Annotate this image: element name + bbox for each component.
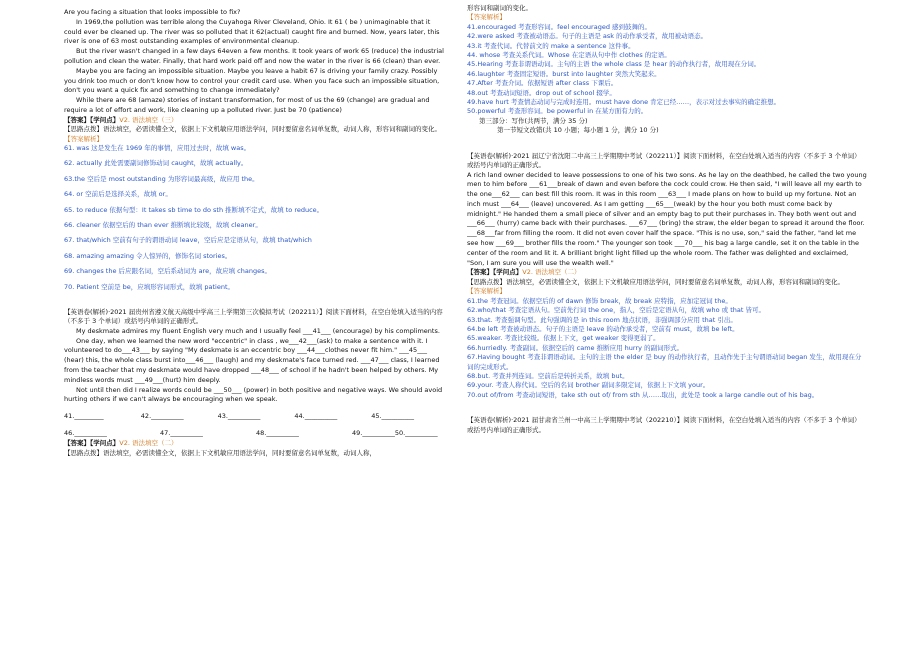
source-2: 【英语卷(解析)·2021 届贵州省遵义航天高级中学高三上学期第三次模拟考试（202211）】阅读下面材料，在空白处填入适当的内容（不多于 3 个单词）或括号内单词的正确形式。 <box>64 308 443 326</box>
answer-item: 46.laughter 考查固定短语。burst into laughter 突然大笑起来。 <box>467 69 661 78</box>
answer-item: 66. cleaner 依据空后的 than ever 推断填比较级，故填 cleaner。 <box>64 221 262 230</box>
answer-list-1 <box>64 144 448 292</box>
blank: 41._________ <box>64 412 104 421</box>
passage1-intro: Are you facing a situation that looks impossible to fix? <box>64 8 241 16</box>
answer-item: 64.be left 考查被动语态。句子的主语是 leave 的动作承受者，空前有 must，故填 be left。 <box>467 324 739 333</box>
answer-tag: 【答案】【学问点】 <box>64 115 120 124</box>
answer-item: 68. amazing amazing 令人惊异的，修饰名词 stories。 <box>64 251 232 260</box>
passage2-para1: My deskmate admires my fluent English very much and I usually feel ___41___ (encourage) by his compliments. <box>76 326 440 335</box>
answer-item: 65. to reduce 依据句型：It takes sb time to do sth 推断填不定式，故填 to reduce。 <box>64 205 324 214</box>
right-column <box>467 0 867 651</box>
passage1-para3: Maybe you are facing an impossible situation. Maybe you leave a habit 67 is driving your family crazy. Possibly you drink too much or don't know how to control your credit card use. When you face such an impossible situation, don't you want a quick fix and something to change immediately? <box>64 66 440 95</box>
answer-item: 67.Having bought 考查非谓语动词。主句的主语 the elder 是 buy 的动作执行者，且动作先于主句谓语动词 began 发生，故用现在分词的完成形式。 <box>467 353 862 371</box>
answer-header-1 <box>64 116 448 125</box>
answer-header-3 <box>467 268 867 277</box>
explain-label-3: 【答案解析】 <box>467 287 506 296</box>
answer-item: 62.who/that 考查定语从句。空前先行词 the one，指人，空后是定语从句，故填 who 或 that 皆可。 <box>467 306 765 315</box>
blank: 44.__________ <box>294 412 338 421</box>
answer-item: 48.out 考查动词短语。drop out of school 辍学。 <box>467 88 616 97</box>
answer-item: 41.encouraged 考查形容词。feel encouraged 感到鼓舞的。 <box>467 22 652 31</box>
blank: 42.__________ <box>140 412 184 421</box>
passage2-para2: One day, when we learned the new word "eccentric" in class , we___42___(ask) to make a sentence with it. I volunteered to do___43___ by saying "My deskmate is an eccentric boy ___44___clothes never fit him." ___45___ (hear) this, the whole class burst into___46___ (laugh) and my deskmate's face turned red. ___47___ class, I learned from the teacher that my deskmate would have dropped ___48___ of school if he hadn't been helped by others. My mindless words must ___49___(hurt) him deeply. <box>64 336 440 384</box>
topic-label: V2. 语法填空（二） <box>522 268 581 277</box>
answer-item: 70. Patient 空前是 be，应填形容词形式，故填 patient。 <box>64 282 234 291</box>
answer-item: 49.have hurt 考查情态动词与完成时连用。must have done 肯定已经……，表示对过去事实的确定推想。 <box>467 98 781 107</box>
passage1-para2: But the river wasn't changed in a few days 64even a few months. It took years of work 65 (reduce) the industrial pollution and clean the water. Finally, that hard work paid off and now the water in the river is 66 (clean) than ever. <box>64 47 444 65</box>
answer-item: 42.were asked 考查被动语态。句子的主语是 ask 的动作承受者，故用被动语态。 <box>467 32 708 41</box>
answer-item: 50.powerful 考查形容词。be powerful in 在某方面有力的。 <box>467 107 648 116</box>
blank: 47.__________ <box>160 429 203 438</box>
answer-item: 63.the 空后是 most outstanding 为形容词最高级，故应用 the。 <box>64 174 259 183</box>
part3-title: 第三部分：写作(共两节，满分 35 分) <box>479 116 588 125</box>
tips-2: 【思路点拨】语法填空，必需读懂全文，依据上下文机敏应用语法学问，同时要留意名词单复数，动词人称， <box>64 448 376 457</box>
blank: 46.__________ <box>64 429 107 438</box>
answer-item: 43.it 考查代词。代替前文的 make a sentence 这件事。 <box>467 41 635 50</box>
explain-label-1: 【答案解析】 <box>64 134 103 143</box>
part3-subtitle: 第一节短文改错(共 10 小题；每小题 1 分，满分 10 分) <box>497 126 659 135</box>
answer-item: 68.but. 考查并列连词。空前后是转折关系，故填 but。 <box>467 371 629 380</box>
answer-list-3 <box>467 297 867 400</box>
source-4: 【英语卷(解析)·2021 届甘肃省兰州一中高三上学期期中考试（202210）】阅读下面材料，在空白处填入适当的内容（不多于 3 个单词）或括号内单词的正确形式。 <box>467 416 861 434</box>
topic-label: V2. 语法填空（三） <box>119 115 178 124</box>
answer-header-2 <box>64 439 448 448</box>
answer-item: 67. that/which 空前有句子的谓语动词 leave，空后应是定语从句，故填 that/which <box>64 236 312 245</box>
answer-item: 64. or 空前后是选择关系，故填 or。 <box>64 190 172 199</box>
blank: 49.__________50.__________ <box>352 429 438 438</box>
answer-item: 70.out of/from 考查动词短语，take sth out of/ from sth 从……取出，此处是 took a large candle out of his bag。 <box>467 390 819 399</box>
topic-label: V2. 语法填空（二） <box>119 439 178 448</box>
answer-item: 45.Hearing 考查非谓语动词。主句的主语 the whole class 是 hear 的动作执行者，故用现在分词。 <box>467 60 761 69</box>
tips-3: 【思路点拨】语法填空，必需读懂全文，依据上下文机敏应用语法学问，同时要留意名词单复数，动词人称，形容词和副词的变化。 <box>467 277 844 286</box>
passage1-para1: In 1969,the pollution was terrible along the Cuyahoga River Cleveland, Ohio. It 61 ( be ) unimaginable that it could ever be cleaned up. The river was so polluted that it 62(actual) caught fire and burned. Now, years later, this river is one of 63 most outstanding examples of environmental cleanup. <box>64 17 440 46</box>
passage2-para3: Not until then did I realize words could be ___50___ (power) in both positive and negative ways. We should avoid hurting others if we can't always be encouraging when we speak. <box>64 385 443 404</box>
answer-list-2 <box>467 23 867 117</box>
answer-item: 69. changes the 后应跟名词，空后系动词为 are，故应填 changes。 <box>64 267 271 276</box>
answer-item: 69.your. 考查人称代词。空后的名词 brother 副词多限定词，依据上下文填 your。 <box>467 381 710 390</box>
answer-item: 63.that. 考查强调句型。此句强调的是 in this room 地点状语，非强调部分应用 that 引出。 <box>467 315 737 324</box>
answer-item: 47.After 考查介词。依据短语 after class 下课后。 <box>467 79 618 88</box>
answer-item: 61. was 这是发生在 1969 年的事情，应用过去时，故填 was。 <box>64 143 251 152</box>
tips-2-continued: 形容词和副词的变化。 <box>467 4 532 12</box>
blanks-row-1 <box>64 411 448 422</box>
blanks-row-2 <box>64 428 448 439</box>
blank: 48.__________ <box>256 429 299 438</box>
answer-item: 44. whose 考查关系代词。Whose 在定语从句中作 clothes 的定语。 <box>467 51 671 60</box>
passage3: A rich land owner decided to leave possessions to one of his two sons. As he lay on the deathbed, he called the two young men to him before ___61___break of dawn and even before the cock could crow. He then said, "I will leave all my earth to the one___62___ can best fill this room. It was in this room ___63___ I made plans on how to build up my fortune. Not an inch must ___64___ (leave) uncovered. As I am getting ___65___(weak) by the hour you both must come back by midnight." He handed them a small piece of silver and an empty bag to put their purchases in. They both went out and ___66___ (hurry) came back with their purchases. ___67___ (bring) the straw, the elder began to spread it around the floor. ___68___far from filling the room. It did not even cover half the space. "This is no use, son," said the father, "and let me see how ___69___ brother fills the room." The younger son took ___70___ his bag a large candle, set it on the table in the center of the room and lit it. A brilliant bright light filled up the whole room. The father was delighted and exclaimed, "Son, I am sure you will use the wealth well." <box>467 170 867 267</box>
left-column <box>64 0 448 651</box>
blank: 45.__________ <box>371 412 415 421</box>
answer-item: 61.the 考查冠词。依据空后的 of dawn 修饰 break，故 break 应特指，应加定冠词 the。 <box>467 296 732 305</box>
answer-item: 65.weaker. 考查比较级。依据上下文，get weaker 变得更弱了。 <box>467 334 660 343</box>
passage1-para4: While there are 68 (amaze) stories of instant transformation, for most of us the 69 (change) are gradual and require a lot of effort and work, like cleaning up a polluted river. Just be 70 (patience) <box>64 96 430 114</box>
answer-item: 66.hurriedly. 考查副词。依据空后的 came 推断应用 hurry 的副词形式。 <box>467 343 684 352</box>
answer-tag: 【答案】【学问点】 <box>64 439 120 448</box>
explain-label-2: 【答案解析】 <box>467 13 506 22</box>
blank: 43.__________ <box>217 412 261 421</box>
answer-item: 62. actually 此处需要副词修饰动词 caught，故填 actually。 <box>64 159 248 168</box>
source-3: 【英语卷(解析)·2021 届辽宁省沈阳二中高三上学期期中考试（202211）】阅读下面材料，在空白处填入适当的内容（不多于 3 个单词）或括号内单词的正确形式。 <box>467 151 861 170</box>
tips-1: 【思路点拨】语法填空，必需读懂全文，依据上下文机敏应用语法学问，同时要留意名词单复数，动词人称，形容词和副词的变化。 <box>64 125 441 134</box>
answer-tag: 【答案】【学问点】 <box>467 268 523 277</box>
